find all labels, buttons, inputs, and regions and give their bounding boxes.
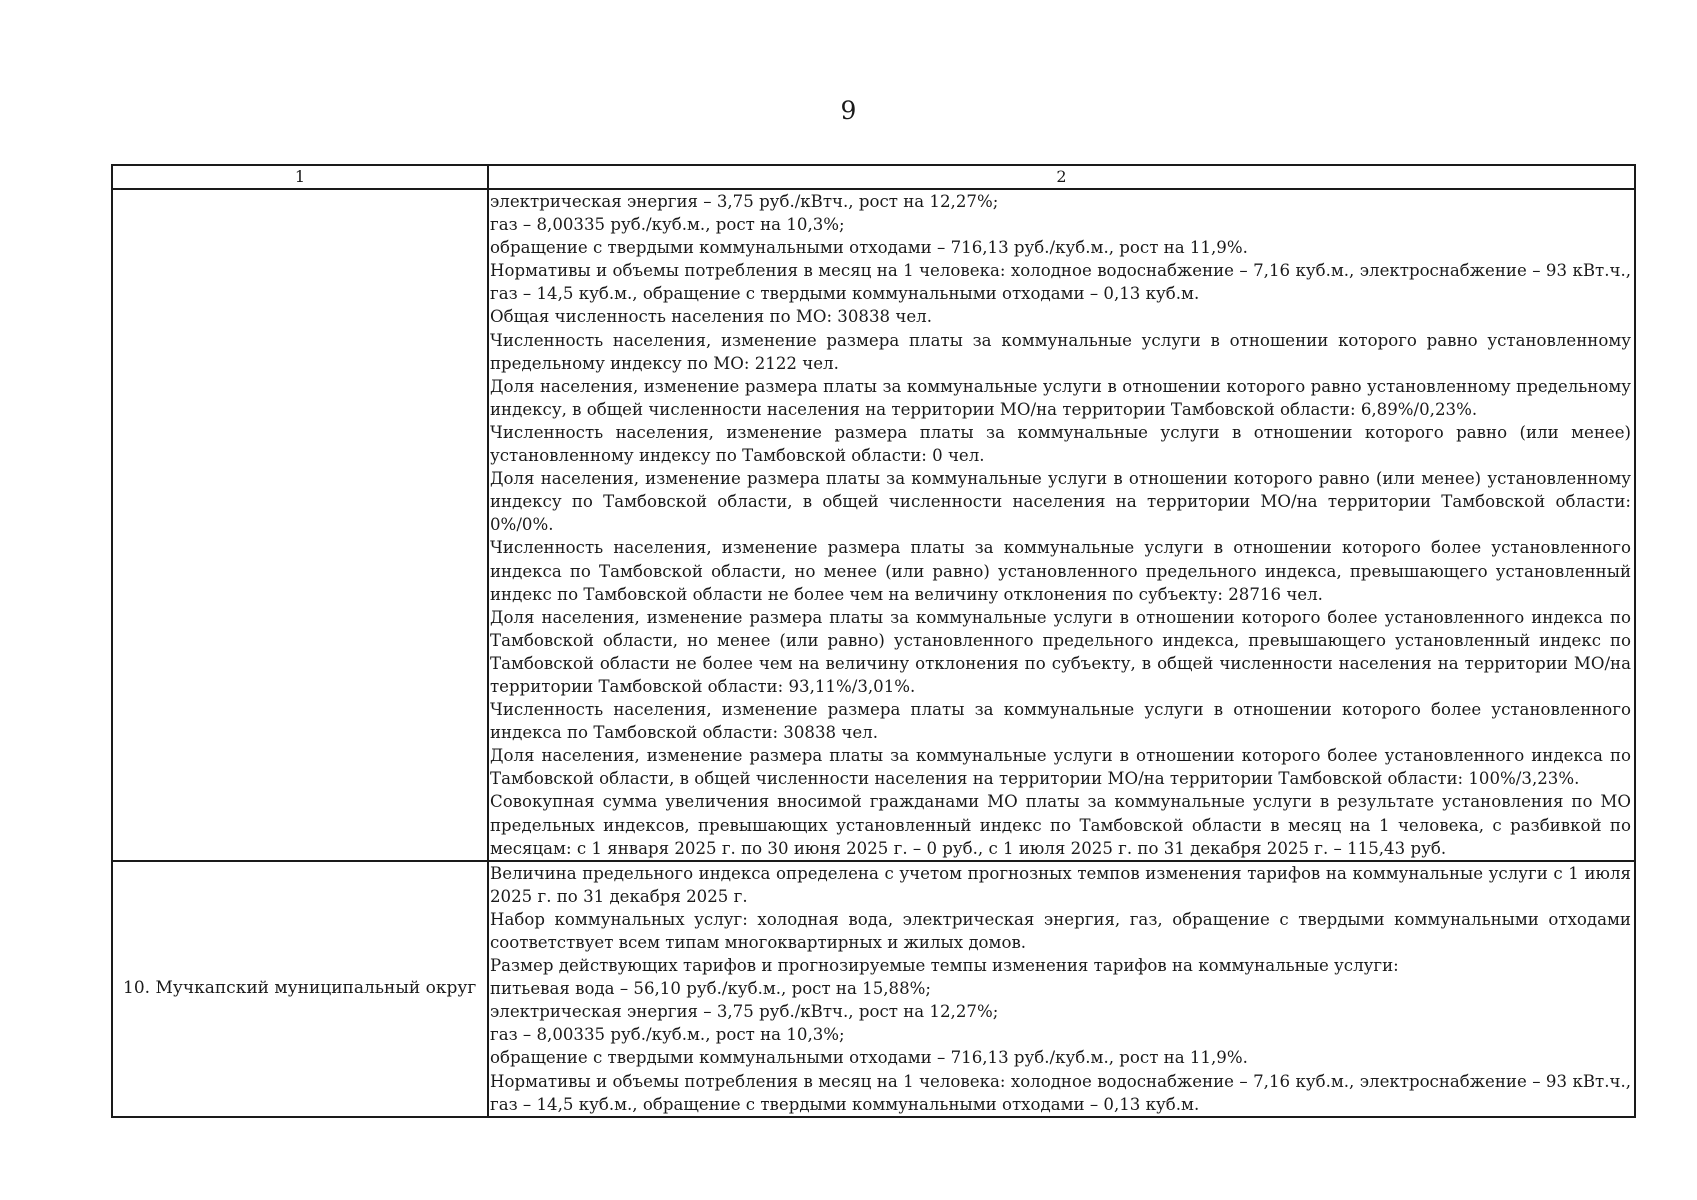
- paragraph: Величина предельного индекса определена с учетом прогнозных темпов изменения тарифов на коммунальные услуги с 1 июля 2025 г. по 31 декабря 2025 г.: [490, 863, 1631, 906]
- document-table: [111, 164, 1636, 1118]
- paragraph: Совокупная сумма увеличения вносимой гражданами МО платы за коммунальные услуги в результате установления по МО предельных индексов, превышающих установленный индекс по Тамбовской области в месяц на 1 человека, с разбивкой по месяцам: с 1 января 2025 г. по 30 июня 2025 г. – 0 руб., с 1 июля 2025 г. по 31 декабря 2025 г. – 115,43 руб.: [490, 792, 1631, 858]
- table-row: [112, 189, 1635, 861]
- page-number: 9: [840, 96, 857, 125]
- description-cell: [488, 189, 1635, 861]
- paragraph: газ – 8,00335 руб./куб.м., рост на 10,3%;: [490, 1025, 845, 1045]
- paragraph: питьевая вода – 56,10 руб./куб.м., рост на 15,88%;: [490, 979, 932, 999]
- paragraph: Доля населения, изменение размера платы за коммунальные услуги в отношении которого равно установленному предельному индексу, в общей численности населения на территории МО/на территории Тамбовской области: 6,89%/0,23%.: [490, 376, 1631, 419]
- paragraph: электрическая энергия – 3,75 руб./кВтч., рост на 12,27%;: [490, 192, 999, 211]
- description-cell: [488, 861, 1635, 1117]
- paragraph: Численность населения, изменение размера платы за коммунальные услуги в отношении которого более установленного индекса по Тамбовской области, но менее (или равно) установленного предельного индекса, превышающего установленный индекс по Тамбовской области не более чем на величину отклонения по субъекту: 28716 чел.: [490, 538, 1631, 604]
- paragraph: обращение с твердыми коммунальными отходами – 716,13 руб./куб.м., рост на 11,9%.: [490, 1048, 1248, 1068]
- paragraph: Нормативы и объемы потребления в месяц на 1 человека: холодное водоснабжение – 7,16 куб.м., электроснабжение – 93 кВт.ч., газ – 14,5 куб.м., обращение с твердыми коммунальными отходами – 0,13 куб.м.: [490, 1071, 1631, 1114]
- paragraph: Общая численность населения по МО: 30838 чел.: [490, 307, 932, 327]
- paragraph: Набор коммунальных услуг: холодная вода, электрическая энергия, газ, обращение с твердыми коммунальными отходами соответствует всем типам многоквартирных и жилых домов.: [490, 909, 1631, 952]
- paragraph: Численность населения, изменение размера платы за коммунальные услуги в отношении которого более установленного индекса по Тамбовской области: 30838 чел.: [490, 700, 1631, 743]
- paragraph: Численность населения, изменение размера платы за коммунальные услуги в отношении которого равно установленному предельному индексу по МО: 2122 чел.: [490, 330, 1631, 373]
- paragraph: Размер действующих тарифов и прогнозируемые темпы изменения тарифов на коммунальные услуги:: [490, 956, 1399, 976]
- table-row: [112, 861, 1635, 1117]
- column-number-1: 1: [112, 165, 488, 189]
- paragraph: электрическая энергия – 3,75 руб./кВтч., рост на 12,27%;: [490, 1002, 999, 1022]
- header-row: [112, 165, 1635, 189]
- municipality-cell: [112, 189, 488, 861]
- paragraph: обращение с твердыми коммунальными отходами – 716,13 руб./куб.м., рост на 11,9%.: [490, 238, 1248, 258]
- paragraph: Нормативы и объемы потребления в месяц на 1 человека: холодное водоснабжение – 7,16 куб.м., электроснабжение – 93 кВт.ч., газ – 14,5 куб.м., обращение с твердыми коммунальными отходами – 0,13 куб.м.: [490, 261, 1631, 304]
- municipality-cell: 10. Мучкапский муниципальный округ: [112, 861, 488, 1117]
- column-number-2: 2: [488, 165, 1635, 189]
- paragraph: Доля населения, изменение размера платы за коммунальные услуги в отношении которого более установленного индекса по Тамбовской области, в общей численности населения на территории МО/на территории Тамбовской области: 100%/3,23%.: [490, 746, 1631, 789]
- paragraph: Доля населения, изменение размера платы за коммунальные услуги в отношении которого более установленного индекса по Тамбовской области, но менее (или равно) установленного предельного индекса, превышающего установленный индекс по Тамбовской области не более чем на величину отклонения по субъекту, в общей численности населения на территории МО/на территории Тамбовской области: 93,11%/3,01%.: [490, 607, 1631, 696]
- paragraph: газ – 8,00335 руб./куб.м., рост на 10,3%;: [490, 215, 845, 235]
- paragraph: Численность населения, изменение размера платы за коммунальные услуги в отношении которого равно (или менее) установленному индексу по Тамбовской области: 0 чел.: [490, 422, 1631, 466]
- paragraph: Доля населения, изменение размера платы за коммунальные услуги в отношении которого равно (или менее) установленному индексу по Тамбовской области, в общей численности населения на территории МО/на территории Тамбовской области: 0%/0%.: [490, 469, 1631, 535]
